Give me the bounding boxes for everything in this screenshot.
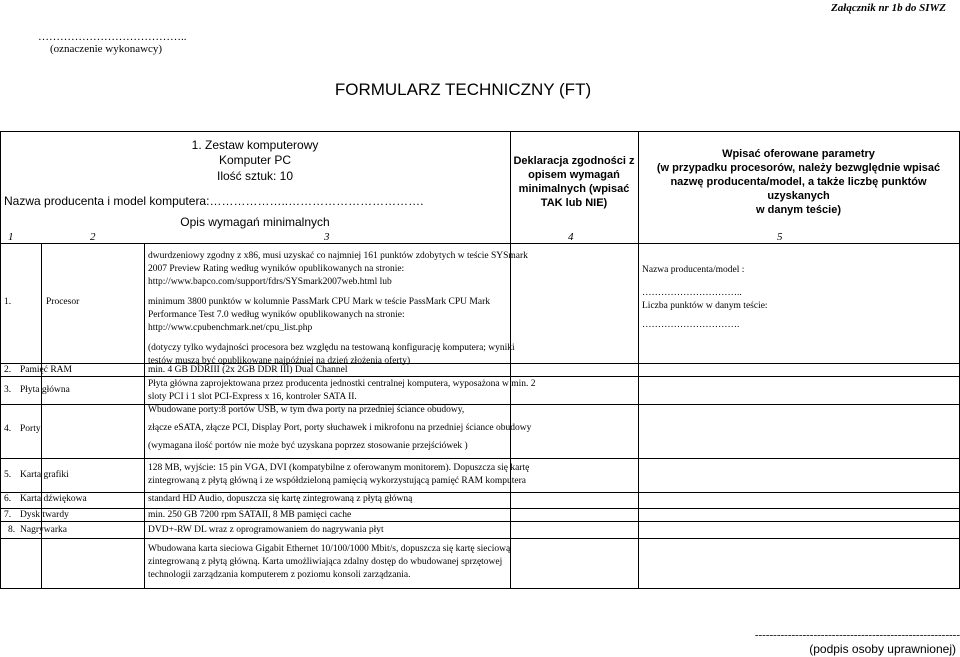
desc-line: Wbudowana karta sieciowa Gigabit Ethernet 10/100/1000 Mbit/s, dopuszcza się kartę sieciową: [148, 544, 511, 554]
desc-line: dwurdzeniowy zgodny z x86, musi uzyskać co najmniej 161 punktów zdobytych w teście SYSmark: [148, 251, 528, 261]
row-number: 6.: [4, 494, 12, 504]
row-number: 5.: [4, 470, 12, 480]
col-border: [0, 131, 1, 588]
col-number-5: 5: [777, 231, 783, 243]
desc-line: Wbudowane porty:8 portów USB, w tym dwa porty na przedniej ściance obudowy,: [148, 405, 465, 415]
component-name: Porty: [20, 424, 41, 434]
declaration-line4: TAK lub NIE): [540, 197, 608, 209]
table-row: [148, 404, 531, 453]
requirements-label: Opis wymagań minimalnych: [180, 215, 330, 229]
table-row: [148, 378, 536, 404]
col-number-4: 4: [568, 231, 574, 243]
table-row: [148, 250, 528, 368]
desc-line: http://www.cpubenchmark.net/cpu_list.php: [148, 323, 313, 333]
desc-line: minimum 3800 punktów w kolumnie PassMark CPU Mark w teście PassMark CPU Mark: [148, 297, 490, 307]
row-number: 1.: [4, 297, 12, 307]
desc-line: technologii zarządzania komputerem z poziomu konsoli zarządzania.: [148, 570, 411, 580]
table-row: [148, 462, 529, 488]
offered-line5: w danym teście): [756, 204, 841, 216]
desc-line: Performance Test 7.0 według wyników opublikowanych na stronie:: [148, 310, 405, 320]
col-border: [144, 243, 145, 588]
row-number: 8.: [8, 525, 16, 535]
signature-note: (podpis osoby uprawnionej): [809, 642, 956, 656]
table-bottom-border: [0, 588, 960, 589]
row-number: 3.: [4, 385, 12, 395]
desc-line: min. 4 GB DDRIII (2x 2GB DDR III) Dual Channel: [148, 365, 348, 375]
desc-line: (dotyczy tylko wydajności procesora bez względu na testowaną konfigurację komputera; wyniki: [148, 343, 515, 353]
offered-line: ………………………….: [642, 320, 740, 330]
declaration-line1: Deklaracja zgodności z: [513, 155, 635, 167]
component-name: Nagrywarka: [20, 525, 67, 535]
offered-line: Liczba punktów w danym teście:: [642, 301, 768, 311]
component-name: Pamięć RAM: [20, 365, 72, 375]
table-top-border: [0, 131, 960, 132]
row-number: 2.: [4, 365, 12, 375]
offered-line: Nazwa producenta/model :: [642, 265, 745, 275]
col-number-2: 2: [90, 231, 96, 243]
declaration-line2: opisem wymagań: [528, 169, 620, 181]
component-name: Karta dźwiękowa: [20, 494, 87, 504]
desc-line: sloty PCI i 1 slot PCI-Express x 16, kontroler SATA II.: [148, 392, 357, 402]
quantity-label: Ilość sztuk: 10: [216, 169, 294, 183]
desc-line: Płyta główna zaprojektowana przez producenta jednostki centralnej komputera, wyposażona w min. 2: [148, 379, 536, 389]
desc-line: 2007 Preview Rating według wyników opublikowanych na stronie:: [148, 264, 405, 274]
pc-label: Komputer PC: [218, 153, 292, 167]
set-title: 1. Zestaw komputerowy: [191, 138, 319, 152]
declaration-line3: minimalnych (wpisać: [518, 183, 630, 195]
desc-line: zintegrowaną z płytą główną. Karta umożliwiająca zdalny dostęp do wbudowanej sprzętowej: [148, 557, 503, 567]
offered-line1: Wpisać oferowane parametry: [722, 148, 875, 160]
col-number-1: 1: [8, 231, 14, 243]
component-name: Dysk twardy: [20, 510, 69, 520]
producer-label: Nazwa producenta i model komputera:………………..…………………………….: [4, 194, 424, 208]
row-number: 4.: [4, 424, 12, 434]
desc-line: standard HD Audio, dopuszcza się kartę zintegrowaną z płytą główną: [148, 494, 413, 504]
offered-line4: uzyskanych: [767, 190, 830, 202]
offered-line2: (w przypadku procesorów, należy bezwględnie wpisać: [656, 162, 941, 174]
signature-line: --------------------------------------------------------: [754, 629, 960, 641]
contractor-note: (oznaczenie wykonawcy): [50, 43, 163, 55]
row-number: 7.: [4, 510, 12, 520]
offered-line: …………………………..: [642, 288, 742, 298]
offered-params[interactable]: [642, 264, 768, 332]
desc-line: http://www.bapco.com/support/fdrs/SYSmark2007web.html lub: [148, 277, 392, 287]
desc-line: złącze eSATA, złącze PCI, Display Port, porty słuchawek i mikrofonu na przedniej ściance obudowy: [148, 423, 532, 433]
col-number-3: 3: [324, 231, 330, 243]
table-row: [148, 543, 510, 582]
attachment-label: Załącznik nr 1b do SIWZ: [831, 2, 946, 14]
component-name: Procesor: [46, 297, 80, 307]
desc-line: min. 250 GB 7200 rpm SATAII, 8 MB pamięci cache: [148, 510, 352, 520]
offered-line3: nazwę producenta/model, a także liczbę punktów: [670, 176, 927, 188]
desc-line: testów muszą być opublikowane najpóźniej na dzień złożenia oferty): [148, 356, 411, 366]
contractor-dots: …………………………………..: [38, 31, 187, 43]
form-title: FORMULARZ TECHNICZNY (FT): [334, 80, 592, 99]
desc-line: zintegrowaną z płytą główną i ze współdzieloną pamięcią wykorzystującą pamięć RAM komputera: [148, 476, 527, 486]
desc-line: (wymagana ilość portów nie może być uzyskana poprzez stosowanie przejściówek ): [148, 441, 468, 451]
component-name: Karta grafiki: [20, 470, 69, 480]
component-name: Płyta główna: [20, 385, 70, 395]
desc-line: 128 MB, wyjście: 15 pin VGA, DVI (kompatybilne z oferowanym monitorem). Dopuszcza się kartę: [148, 463, 530, 473]
desc-line: DVD+-RW DL wraz z oprogramowaniem do nagrywania płyt: [148, 525, 384, 535]
